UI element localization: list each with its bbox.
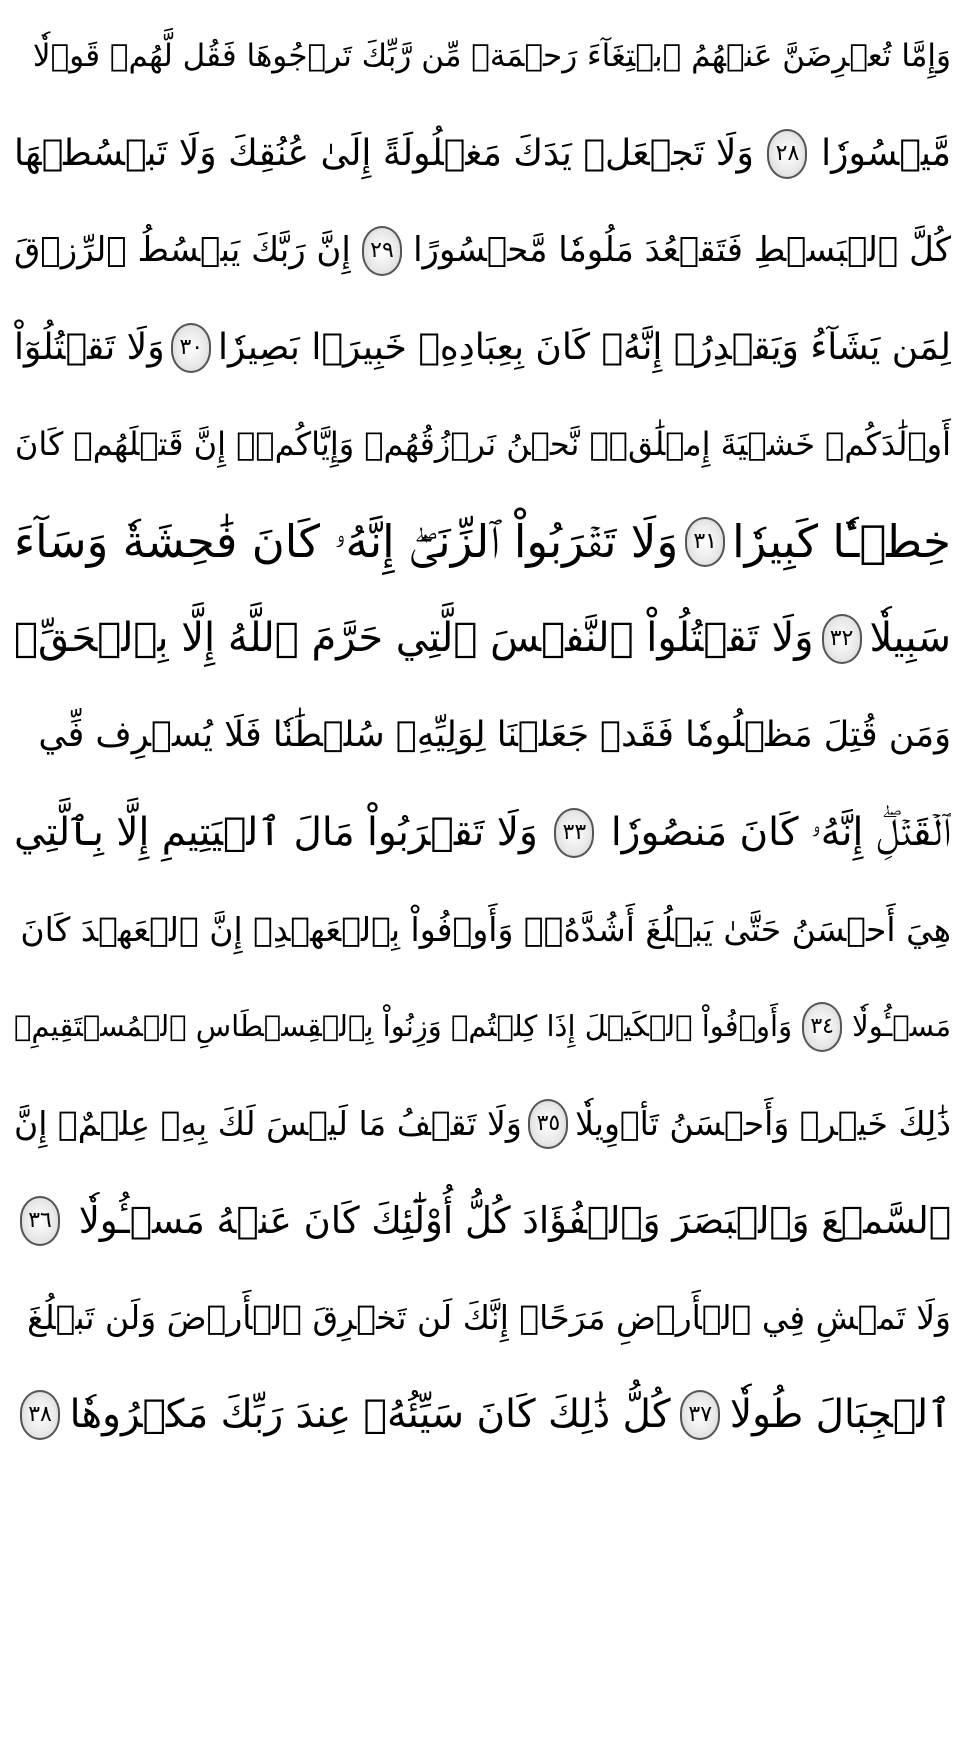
verse-line	[14, 8, 951, 105]
ayah-number-marker: ٣٠	[171, 323, 211, 373]
verse-text: وَأَوۡفُواْ ٱلۡكَيۡلَ إِذَا كِلۡتُمۡ وَزِنُواْ بِٱلۡقِسۡطَاسِ ٱلۡمُسۡتَقِيمِۚ	[14, 1009, 793, 1043]
ayah-number-marker: ٣٢	[822, 614, 862, 664]
verse-text: ذَٰلِكَ خَيۡرٞ وَأَحۡسَنُ تَأۡوِيلٗا	[575, 1104, 951, 1143]
verse-line	[14, 1172, 951, 1269]
verse-text: كُلَّ ٱلۡبَسۡطِ فَتَقۡعُدَ مَلُومٗا مَّحۡسُورًا	[413, 230, 951, 270]
verse-line	[14, 881, 951, 978]
verse-text: وَلَا تَقۡتُلُوٓاْ	[14, 327, 165, 368]
ayah-number-marker: ٢٩	[362, 226, 402, 276]
verse-line	[14, 396, 951, 493]
ayah-number-marker: ٢٨	[767, 129, 807, 179]
verse-text: مَّيۡسُورٗا	[821, 133, 951, 174]
ayah-number-marker: ٣٤	[802, 1002, 842, 1052]
verse-text: سَبِيلٗا	[869, 615, 951, 661]
verse-text: كُلُّ ذَٰلِكَ كَانَ سَيِّئُهُۥ عِندَ رَبِّكَ مَكۡرُوهٗا	[69, 1392, 671, 1437]
verse-text: إِنَّ رَبَّكَ يَبۡسُطُ ٱلرِّزۡقَ	[14, 230, 351, 270]
verse-line	[14, 784, 951, 881]
verse-lines	[14, 8, 951, 1463]
verse-line	[14, 1269, 951, 1366]
ayah-number-marker: ٣٦	[20, 1196, 60, 1246]
verse-text: أَوۡلَٰدَكُمۡ خَشۡيَةَ إِمۡلَٰقٖۖ نَّحۡنُ نَرۡزُقُهُمۡ وَإِيَّاكُمۡۚ إِنَّ قَتۡلَهُمۡ كَانَ	[14, 425, 951, 463]
ayah-number-marker: ٣١	[685, 517, 725, 567]
verse-text: وَلَا تَجۡعَلۡ يَدَكَ مَغۡلُولَةً إِلَىٰ عُنُقِكَ وَلَا تَبۡسُطۡهَا	[14, 133, 754, 174]
verse-text: خِطۡـٔٗا كَبِيرٗا	[732, 515, 951, 568]
verse-line	[14, 687, 951, 784]
verse-line	[14, 202, 951, 299]
verse-line	[14, 590, 951, 687]
verse-text: ٱلۡجِبَالَ طُولٗا	[729, 1392, 951, 1437]
verse-text: وَلَا تَقۡرَبُواْ مَالَ ٱلۡيَتِيمِ إِلَّا بِٱلَّتِي	[14, 810, 538, 855]
verse-text: وَمَن قُتِلَ مَظۡلُومٗا فَقَدۡ جَعَلۡنَا لِوَلِيِّهِۦ سُلۡطَٰنٗا فَلَا يُسۡرِف فِّي	[38, 715, 951, 755]
verse-text: وَلَا تَقۡفُ مَا لَيۡسَ لَكَ بِهِۦ عِلۡمٌۚ إِنَّ	[14, 1104, 522, 1143]
ayah-number-marker: ٣٨	[20, 1390, 60, 1440]
verse-line	[14, 1075, 951, 1172]
ayah-number-marker: ٣٣	[554, 808, 594, 858]
ayah-number-marker: ٣٥	[528, 1099, 568, 1149]
verse-text: وَلَا تَقۡرَبُواْ ٱلزِّنَىٰٓۖ إِنَّهُۥ كَانَ فَٰحِشَةٗ وَسَآءَ	[14, 515, 679, 568]
verse-text: وَإِمَّا تُعۡرِضَنَّ عَنۡهُمُ ٱبۡتِغَآءَ رَحۡمَةٖ مِّن رَّبِّكَ تَرۡجُوهَا فَقُل لَّهُمۡ قَوۡلٗا	[32, 38, 951, 74]
verse-text: لِمَن يَشَآءُ وَيَقۡدِرُۚ إِنَّهُۥ كَانَ بِعِبَادِهِۦ خَبِيرَۢا بَصِيرٗا	[217, 327, 951, 368]
verse-text: وَلَا تَمۡشِ فِي ٱلۡأَرۡضِ مَرَحًاۖ إِنَّكَ لَن تَخۡرِقَ ٱلۡأَرۡضَ وَلَن تَبۡلُغَ	[27, 1298, 951, 1337]
verse-line	[14, 299, 951, 396]
ayah-number-marker: ٣٧	[680, 1390, 720, 1440]
verse-text: مَسۡـُٔولٗا	[852, 1009, 951, 1043]
verse-text: وَلَا تَقۡتُلُواْ ٱلنَّفۡسَ ٱلَّتِي حَرَّمَ ٱللَّهُ إِلَّا بِٱلۡحَقِّۗ	[14, 615, 814, 661]
verse-line	[14, 1366, 951, 1463]
verse-line	[14, 105, 951, 202]
verse-line	[14, 978, 951, 1075]
verse-line	[14, 493, 951, 590]
verse-text: هِيَ أَحۡسَنُ حَتَّىٰ يَبۡلُغَ أَشُدَّهُۥۚ وَأَوۡفُواْ بِٱلۡعَهۡدِۖ إِنَّ ٱلۡعَهۡدَ كَانَ	[20, 910, 951, 949]
verse-text: ٱلسَّمۡعَ وَٱلۡبَصَرَ وَٱلۡفُؤَادَ كُلُّ أُوْلَٰٓئِكَ كَانَ عَنۡهُ مَسۡـُٔولٗا	[78, 1199, 951, 1242]
verse-text: ٱلۡقَتۡلِۖ إِنَّهُۥ كَانَ مَنصُورٗا	[610, 810, 951, 855]
